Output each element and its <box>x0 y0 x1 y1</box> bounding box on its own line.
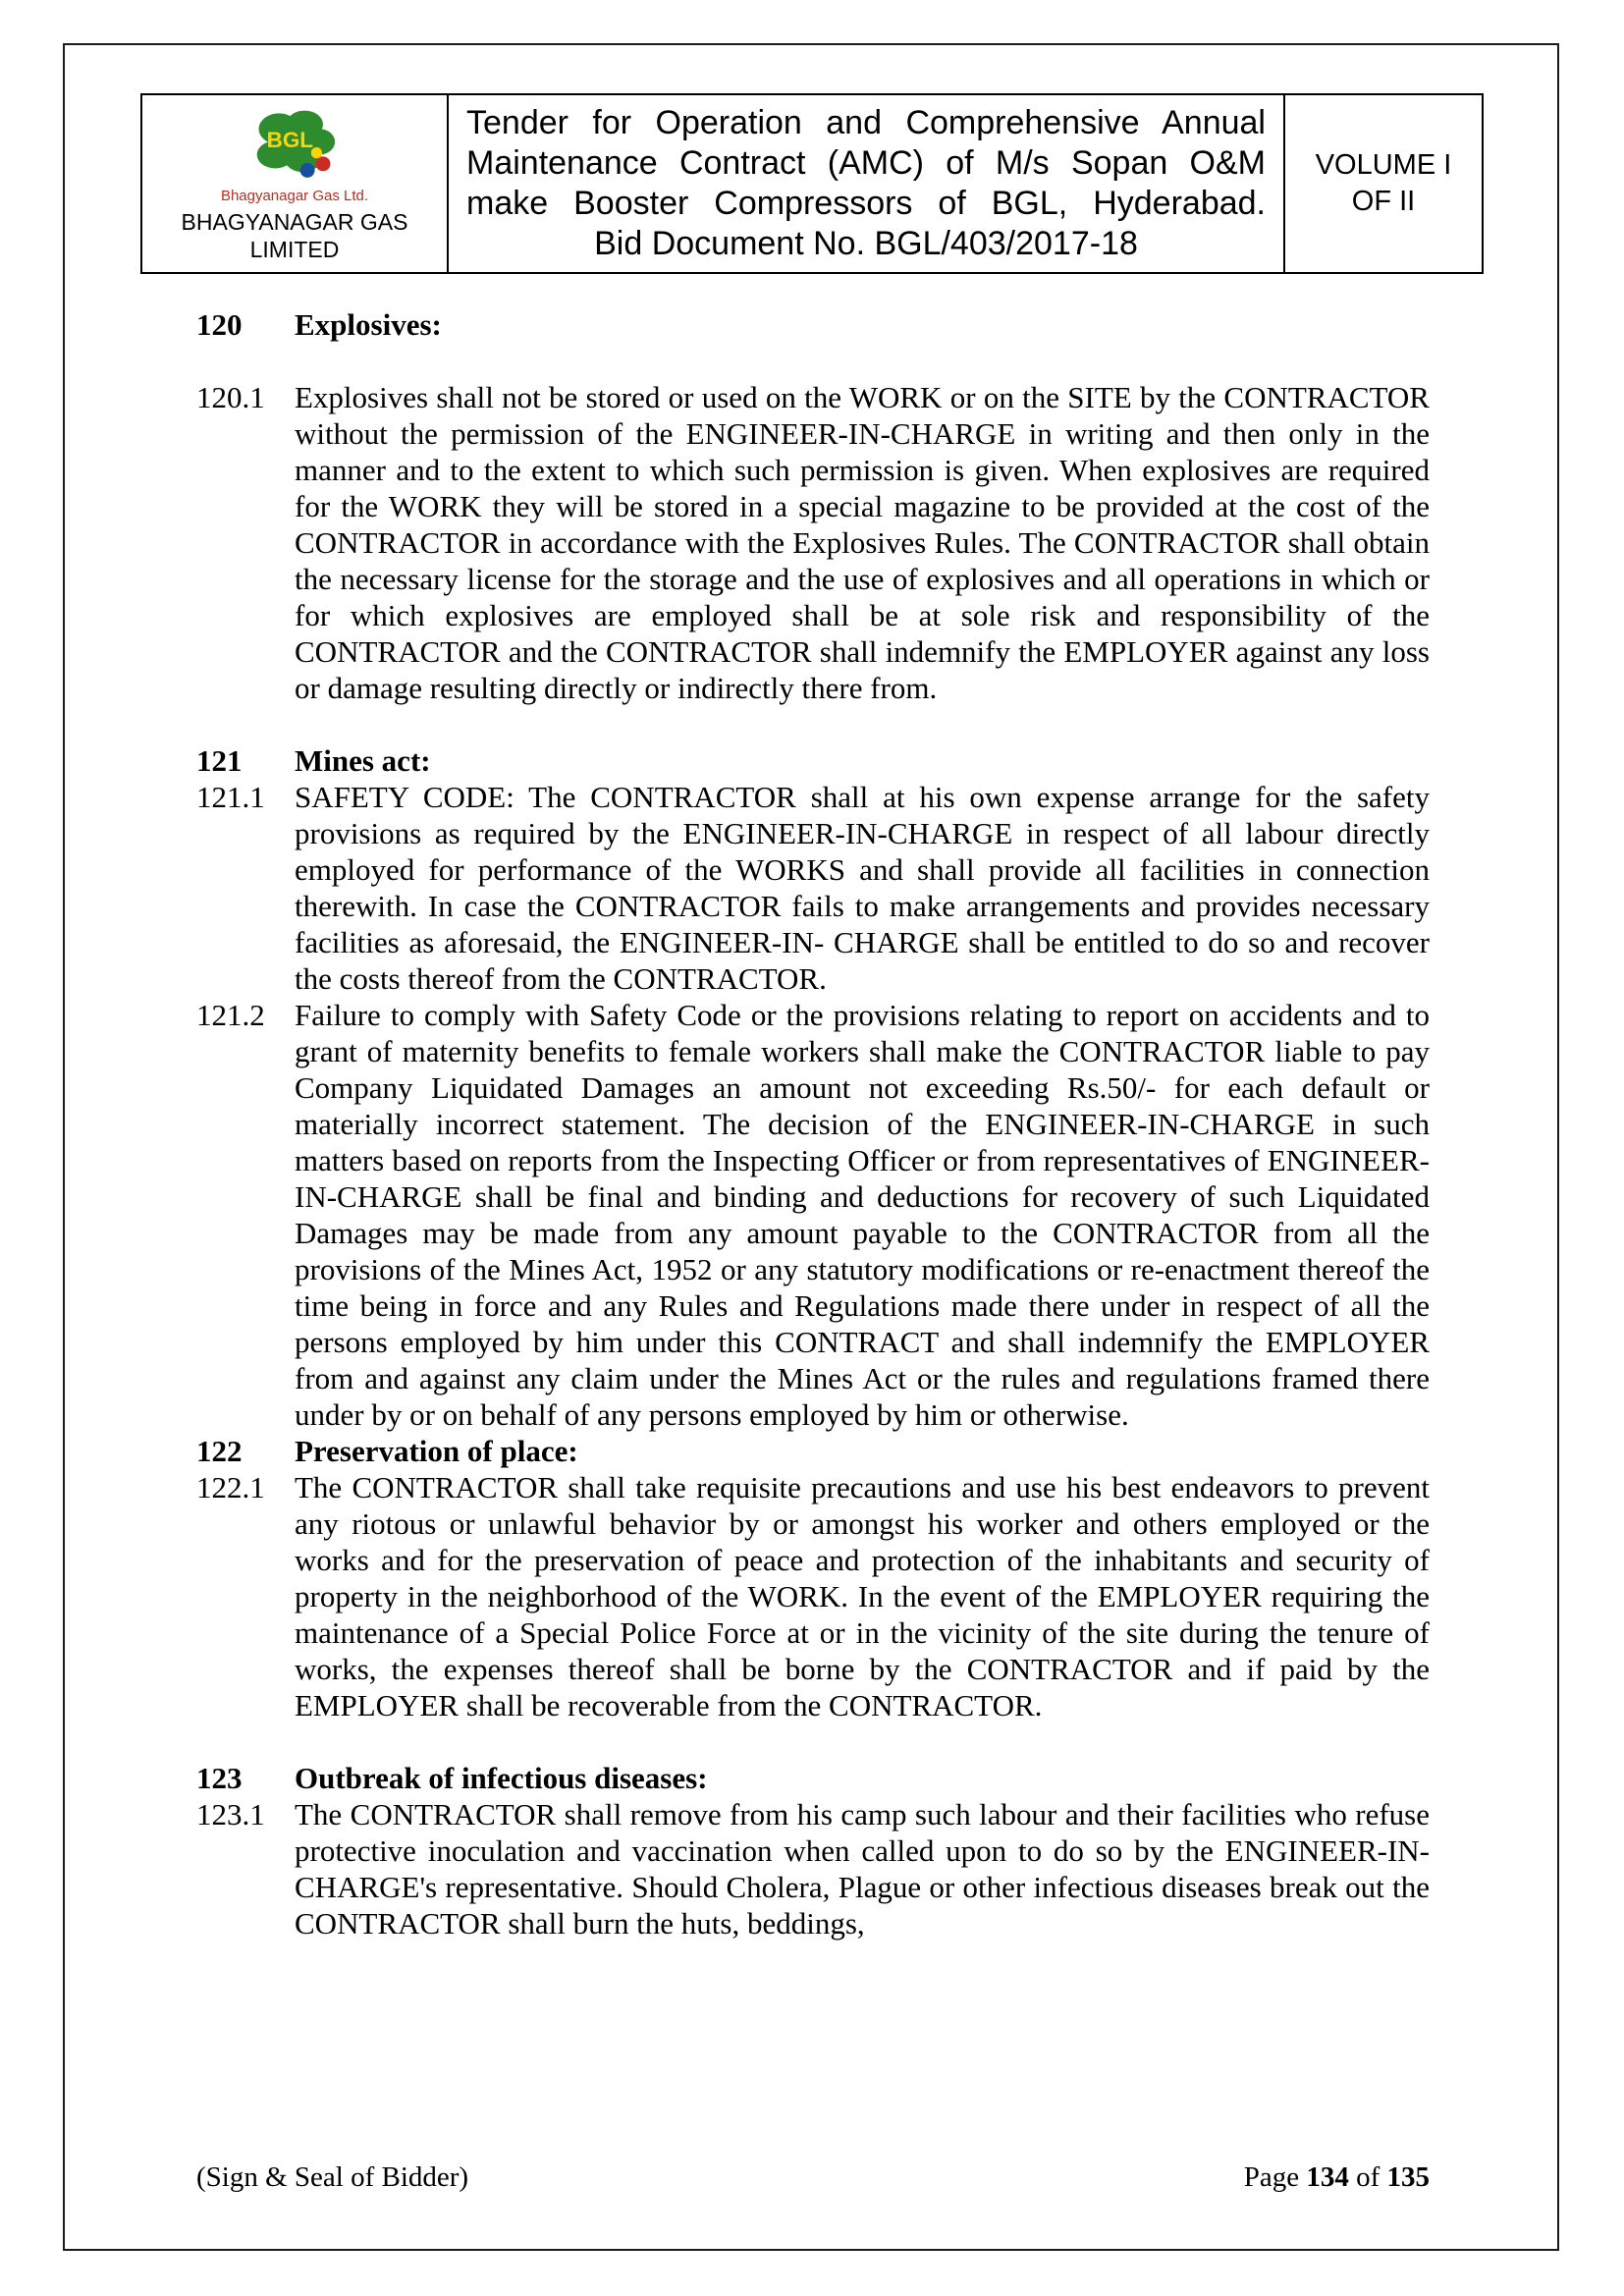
logo-cell <box>141 94 448 273</box>
clause-number: 123 <box>196 1761 243 1795</box>
bgl-logo-icon <box>244 105 346 190</box>
clause-text: The CONTRACTOR shall remove from his camp such labour and their facilities who refuse protective inoculation and vaccination when called upon to do so by the ENGINEER-IN-CHARGE's representative. Should Cholera, Plague or other infectious diseases break out the CONTRACTOR shall burn the huts, beddings, <box>295 1797 1430 1941</box>
header-table <box>140 93 1484 274</box>
section-title: Mines act: <box>295 743 431 778</box>
clause-text: Failure to comply with Safety Code or the provisions relating to report on accidents and to grant of maternity benefits to female workers shall make the CONTRACTOR liable to pay Company Liquidated Damages an amount not exceeding Rs.50/- for each default or materially incorrect statement. The decision of the ENGINEER-IN-CHARGE in such matters based on reports from the Inspecting Officer or from representatives of ENGINEER-IN-CHARGE shall be final and binding and deductions for recovery of such Liquidated Damages may be made from any amount payable to the CONTRACTOR from all the provisions of the Mines Act, 1952 or any statutory modifications or re-enactment thereof the time being in force and any Rules and Regulations made there under in respect of all the persons employed by him under this CONTRACT and shall indemnify the EMPLOYER from and against any claim under the Mines Act or the rules and regulations framed there under by or on behalf of any persons employed by him or otherwise. <box>295 998 1430 1432</box>
page-number <box>1244 2160 1430 2194</box>
clause-paragraph <box>196 1469 1430 1723</box>
clause-paragraph <box>196 779 1430 997</box>
clause-paragraph <box>196 379 1430 706</box>
volume-cell <box>1284 94 1483 273</box>
sign-seal-text: (Sign & Seal of Bidder) <box>196 2161 469 2193</box>
clause-number: 121.1 <box>196 780 265 814</box>
page-footer <box>196 2160 1430 2194</box>
section-heading <box>196 742 1430 779</box>
document-body <box>196 306 1430 1941</box>
clause-text: The CONTRACTOR shall take requisite precautions and use his best endeavors to prevent any riotous or unlawful behavior by or amongst his worker and others employed or the works and for the preservation of peace and protection of the inhabitants and security of property in the neighborhood of the WORK. In the event of the EMPLOYER requiring the maintenance of a Special Police Force at or in the vicinity of the site during the tenure of works, the expenses thereof shall be borne by the CONTRACTOR and if paid by the EMPLOYER shall be recoverable from the CONTRACTOR. <box>295 1470 1430 1722</box>
page-number-current: 134 <box>1306 2161 1349 2193</box>
company-name-line2: LIMITED <box>249 236 340 262</box>
clause-text: Explosives shall not be stored or used on the WORK or on the SITE by the CONTRACTOR without the permission of the ENGINEER-IN-CHARGE in writing and then only in the manner and to the extent to which such permission is given. When explosives are required for the WORK they will be stored in a special magazine to be provided at the cost of the CONTRACTOR in accordance with the Explosives Rules. The CONTRACTOR shall obtain the necessary license for the storage and the use of explosives and all operations in which or for which explosives are employed shall be at sole risk and responsibility of the CONTRACTOR and the CONTRACTOR shall indemnify the EMPLOYER against any loss or damage resulting directly or indirectly there from. <box>295 380 1430 705</box>
title-cell <box>448 94 1284 273</box>
section-heading <box>196 306 1430 343</box>
clause-paragraph <box>196 997 1430 1433</box>
clause-number: 120.1 <box>196 380 265 414</box>
bid-document-number: Bid Document No. BGL/403/2017-18 <box>594 225 1138 262</box>
section-heading <box>196 1760 1430 1796</box>
clause-number: 121.2 <box>196 998 265 1032</box>
volume-line2: OF II <box>1351 186 1416 217</box>
volume-line1: VOLUME I <box>1315 149 1452 181</box>
clause-number: 122.1 <box>196 1470 265 1504</box>
clause-text: SAFETY CODE: The CONTRACTOR shall at his own expense arrange for the safety provisions as required by the ENGINEER-IN-CHARGE in respect of all labour directly employed for performance of the WORKS and shall provide all facilities in connection therewith. In case the CONTRACTOR fails to make arrangements and provides necessary facilities as aforesaid, the ENGINEER-IN- CHARGE shall be entitled to do so and recover the costs thereof from the CONTRACTOR. <box>295 780 1430 996</box>
svg-text:BGL: BGL <box>266 127 313 152</box>
logo-subtext: Bhagyanagar Gas Ltd. <box>220 187 369 204</box>
page-word: Page <box>1243 2161 1300 2193</box>
clause-number: 120 <box>196 307 243 342</box>
clause-paragraph <box>196 1796 1430 1941</box>
company-name <box>146 208 443 263</box>
clause-number: 122 <box>196 1434 243 1468</box>
company-name-line1: BHAGYANAGAR GAS <box>181 208 408 235</box>
page-number-total: 135 <box>1386 2161 1430 2193</box>
tender-title: Tender for Operation and Comprehensive Annual Maintenance Contract (AMC) of M/s Sopan O&M make Booster Compressors of BGL, Hyderabad. <box>466 104 1266 222</box>
section-title: Preservation of place: <box>295 1434 578 1468</box>
of-word: of <box>1356 2161 1380 2193</box>
clause-number: 123.1 <box>196 1797 265 1831</box>
clause-number: 121 <box>196 743 243 778</box>
section-title: Explosives: <box>295 307 442 342</box>
section-heading <box>196 1433 1430 1469</box>
section-title: Outbreak of infectious diseases: <box>295 1761 708 1795</box>
